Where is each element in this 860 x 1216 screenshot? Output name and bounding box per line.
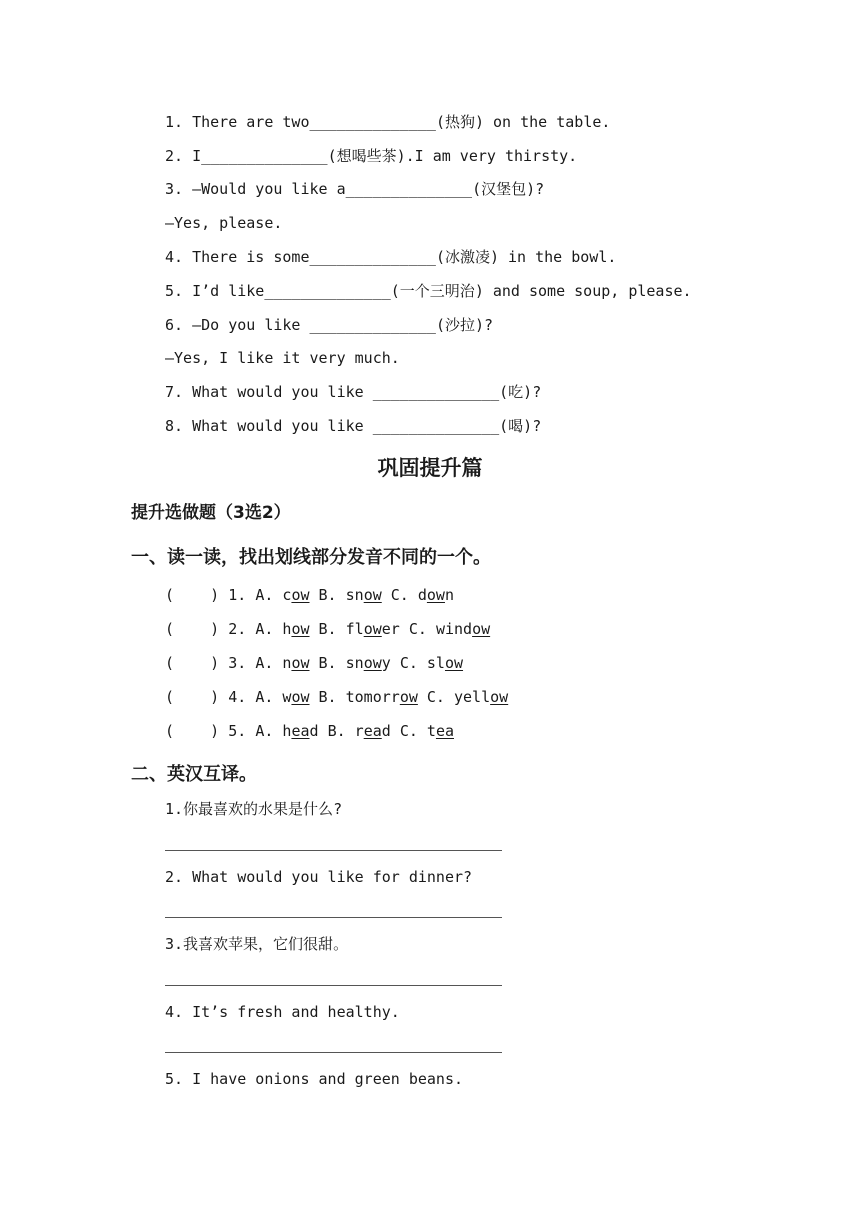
item-number: 5.: [165, 282, 184, 300]
answer-paren[interactable]: ( ): [165, 722, 220, 740]
option-label: B.: [318, 688, 337, 706]
item-number: 4.: [165, 248, 184, 266]
item-text: What would you like: [192, 417, 373, 435]
answer-blank[interactable]: ______________: [201, 147, 328, 165]
fill-item-3-reply: [165, 213, 282, 233]
option-label: C.: [408, 620, 427, 638]
fill-item-2: [165, 146, 577, 166]
item-hint: (沙拉)?: [435, 316, 494, 334]
answer-paren[interactable]: ( ): [165, 586, 220, 604]
option-label: B.: [318, 586, 337, 604]
item-number: 3.: [228, 654, 247, 672]
item-number: 8.: [165, 417, 184, 435]
item-number: 2.: [165, 147, 184, 165]
fill-item-1: [165, 112, 610, 132]
item-hint: (吃)?: [499, 383, 542, 401]
answer-line[interactable]: [165, 985, 502, 986]
item-text: What would you like: [192, 383, 373, 401]
fill-item-8: [165, 416, 541, 436]
translation-item-1: 1.你最喜欢的水果是什么?: [165, 800, 343, 818]
item-number: 1.: [228, 586, 247, 604]
item-hint: (一个三明治) and some soup, please.: [390, 282, 692, 300]
option-label: B.: [318, 654, 337, 672]
answer-line[interactable]: [165, 1052, 502, 1053]
option-label: A.: [255, 654, 274, 672]
part2-heading: 二、英汉互译。: [131, 764, 257, 785]
item-hint: (热狗) on the table.: [435, 113, 611, 131]
answer-blank[interactable]: ______________: [372, 383, 500, 401]
translation-item-4: 4. It’s fresh and healthy.: [165, 1003, 400, 1021]
option-label: A.: [255, 722, 274, 740]
pronunciation-item-4: [165, 687, 508, 707]
item-hint: (汉堡包)?: [472, 180, 545, 198]
option-a-word: now: [282, 654, 310, 672]
item-number: 1.: [165, 113, 184, 131]
option-label: A.: [255, 688, 274, 706]
option-label: C.: [426, 688, 445, 706]
item-hint: (喝)?: [499, 417, 542, 435]
answer-line[interactable]: [165, 917, 502, 918]
pronunciation-item-3: [165, 653, 463, 673]
section-title: 巩固提升篇: [377, 456, 483, 480]
item-number: 5.: [228, 722, 247, 740]
item-text: —Yes, please.: [165, 214, 283, 232]
answer-blank[interactable]: ______________: [309, 113, 436, 131]
answer-paren[interactable]: ( ): [165, 688, 220, 706]
subtitle: 提升选做题（3选2）: [131, 503, 291, 523]
item-hint: (想喝些茶).I am very thirsty.: [327, 147, 578, 165]
option-label: B.: [318, 620, 337, 638]
item-text: I’d like: [192, 282, 265, 300]
fill-item-6-reply: [165, 348, 400, 368]
item-number: 7.: [165, 383, 184, 401]
answer-blank[interactable]: ______________: [309, 248, 436, 266]
item-hint: (冰激凌) in the bowl.: [435, 248, 617, 266]
option-b-word: read: [354, 722, 391, 740]
option-c-word: yellow: [454, 688, 509, 706]
answer-blank[interactable]: ______________: [264, 282, 391, 300]
item-number: 3.: [165, 180, 184, 198]
option-a-word: cow: [282, 586, 310, 604]
answer-paren[interactable]: ( ): [165, 654, 220, 672]
option-c-word: down: [417, 586, 454, 604]
option-a-word: wow: [282, 688, 310, 706]
item-text: —Would you like a: [192, 180, 346, 198]
answer-blank[interactable]: ______________: [345, 180, 473, 198]
option-b-word: flower: [345, 620, 400, 638]
option-c-word: tea: [426, 722, 454, 740]
answer-blank[interactable]: ______________: [372, 417, 500, 435]
option-label: A.: [255, 586, 274, 604]
item-text: —Yes, I like it very much.: [165, 349, 400, 367]
option-label: B.: [327, 722, 346, 740]
answer-blank[interactable]: ______________: [309, 316, 436, 334]
pronunciation-item-5: [165, 721, 454, 741]
item-text: —Do you like: [192, 316, 310, 334]
answer-line[interactable]: [165, 850, 502, 851]
item-text: I: [192, 147, 202, 165]
translation-item-3: 3.我喜欢苹果，它们很甜。: [165, 935, 349, 953]
option-c-word: window: [435, 620, 491, 638]
option-label: C.: [399, 722, 418, 740]
option-c-word: slow: [426, 654, 464, 672]
item-number: 2.: [228, 620, 247, 638]
fill-item-5: [165, 281, 692, 301]
pronunciation-item-1: [165, 585, 454, 605]
item-text: There is some: [192, 248, 310, 266]
fill-item-3: [165, 179, 544, 199]
translation-item-2: 2. What would you like for dinner?: [165, 868, 473, 886]
option-b-word: snow: [345, 586, 382, 604]
option-a-word: head: [282, 722, 319, 740]
fill-item-6: [165, 315, 493, 335]
option-a-word: how: [282, 620, 310, 638]
option-label: C.: [399, 654, 418, 672]
fill-item-7: [165, 382, 541, 402]
item-number: 6.: [165, 316, 184, 334]
option-b-word: snowy: [345, 654, 391, 672]
item-text: There are two: [192, 113, 310, 131]
fill-item-4: [165, 247, 616, 267]
option-b-word: tomorrow: [345, 688, 418, 706]
option-label: C.: [390, 586, 409, 604]
translation-item-5: 5. I have onions and green beans.: [165, 1070, 464, 1088]
part1-heading: 一、读一读，找出划线部分发音不同的一个。: [131, 547, 491, 568]
item-number: 4.: [228, 688, 247, 706]
option-label: A.: [255, 620, 274, 638]
pronunciation-item-2: [165, 619, 490, 639]
answer-paren[interactable]: ( ): [165, 620, 220, 638]
